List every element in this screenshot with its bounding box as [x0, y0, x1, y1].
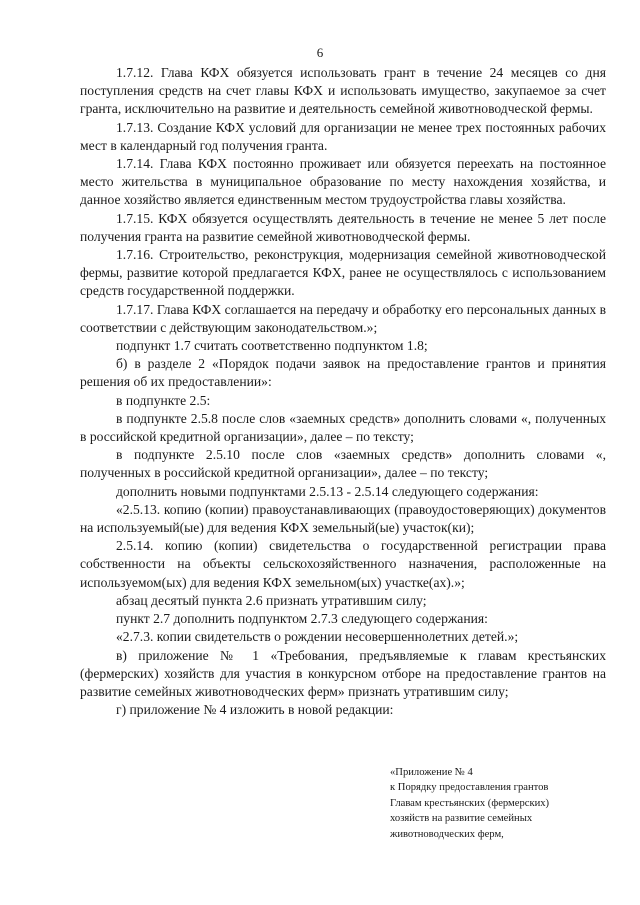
paragraph-2-5-14: 2.5.14. копию (копии) свидетельства о государственной регистрации права собственности на объекты сельскохозяйственного назначения, расположенные на используемом(ых) для ведения КФХ земельном(ых) участке(ах).»; [80, 538, 606, 590]
paragraph-2-5-10: в подпункте 2.5.10 после слов «заемных средств» дополнить словами «, полученных в российской кредитной организации», далее – по тексту; [80, 447, 606, 481]
paragraph-1-7-14: 1.7.14. Глава КФХ постоянно проживает или обязуется переехать на постоянное место жительства в муниципальное образование по месту нахождения хозяйства, и данное хозяйство является единственным местом трудоустройства главы хозяйства. [80, 156, 606, 208]
paragraph-appendix-4: г) приложение № 4 изложить в новой редакции: [116, 702, 394, 718]
paragraph-1-7-17: 1.7.17. Глава КФХ соглашается на передачу и обработку его персональных данных в соответствии с действующим законодательством.»; [80, 301, 606, 335]
paragraph-1-7-16: 1.7.16. Строительство, реконструкция, модернизация семейной животноводческой фермы, развитие которой предлагается КФХ, ранее не осуществлялось с использованием средств государственной поддержки. [80, 247, 606, 299]
paragraph-1-7-12: 1.7.12. Глава КФХ обязуется использовать грант в течение 24 месяцев со дня поступления средств на счет главы КФХ и использовать имущество, закупаемое за счет гранта, исключительно на развитие и деятельность семейной животноводческой фермы. [80, 65, 606, 117]
page-number: 6 [316, 45, 324, 60]
appendix-header-line: к Порядку предоставления грантов [390, 782, 549, 794]
appendix-header [390, 765, 620, 842]
paragraph-2-7: пункт 2.7 дополнить подпунктом 2.7.3 следующего содержания: [116, 611, 488, 627]
paragraph-subitem-2-5: в подпункте 2.5: [116, 392, 211, 408]
appendix-header-line: «Приложение № 4 [390, 767, 473, 778]
paragraph-2-5-13: «2.5.13. копию (копии) правоустанавливающих (правоудостоверяющих) документов на используемый(ые) для ведения КФХ земельный(ые) участок(ки); [80, 501, 606, 536]
paragraph-renumber-1-7: подпункт 1.7 считать соответственно подпунктом 1.8; [116, 338, 428, 354]
paragraph-add-2-5-13-14: дополнить новыми подпунктами 2.5.13 - 2.5.14 следующего содержания: [116, 483, 539, 499]
paragraph-section-2: б) в разделе 2 «Порядок подачи заявок на предоставление грантов и принятия решения об их предоставлении»: [80, 356, 606, 390]
paragraph-1-7-13: 1.7.13. Создание КФХ условий для организации не менее трех постоянных рабочих мест в календарный год получения гранта. [80, 119, 606, 153]
paragraph-appendix-1: в) приложение № 1 «Требования, предъявляемые к главам крестьянских (фермерских) хозяйств для участия в конкурсном отборе на предоставление грантов на развитие семейных животноводческих ферм» признать утратившим силу; [80, 647, 606, 699]
appendix-header-line: хозяйств на развитие семейных [390, 813, 533, 825]
paragraph-2-5-8: в подпункте 2.5.8 после слов «заемных средств» дополнить словами «, полученных в российской кредитной организации», далее – по тексту; [80, 410, 606, 445]
paragraph-2-6: абзац десятый пункта 2.6 признать утратившим силу; [116, 592, 427, 608]
document-body [80, 64, 606, 719]
paragraph-2-7-3: «2.7.3. копии свидетельств о рождении несовершеннолетних детей.»; [116, 629, 519, 645]
appendix-header-line: Главам крестьянских (фермерских) [390, 797, 550, 809]
paragraph-1-7-15: 1.7.15. КФХ обязуется осуществлять деятельность в течение не менее 5 лет после получения гранта на развитие семейной животноводческой фермы. [80, 210, 606, 244]
appendix-header-line: животноводческих ферм, [390, 828, 504, 840]
